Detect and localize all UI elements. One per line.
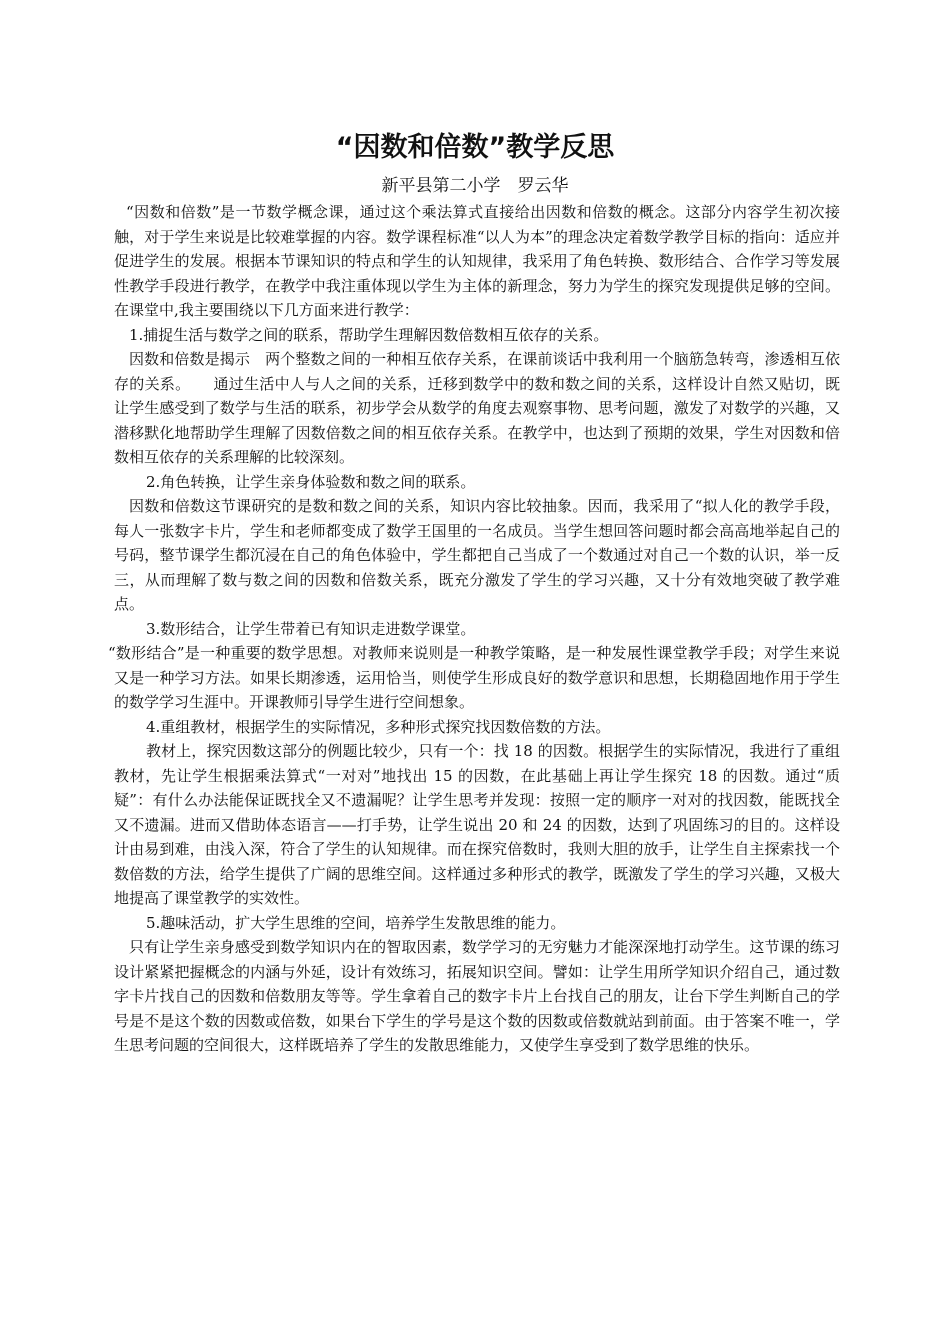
section-4-body: 教材上，探究因数这部分的例题比较少，只有一个：找 18 的因数。根据学生的实际情况，我进行了重组教材，先让学生根据乘法算式“一对对”地找出 15 的因数，在此基础上再让学生探究 18 的因数。通过“质疑”：有什么办法能保证既找全又不遗漏呢？让学生思考并发现：按照一定的顺序一对对的找因数，能既找全又不遗漏。进而又借助体态语言——打手势，让学生说出 20 和 24 的因数，达到了巩固练习的目的。这样设计由易到难，由浅入深，符合了学生的认知规律。而在探究倍数时，我则大胆的放手，让学生自主探索找一个数倍数的方法，给学生提供了广阔的思维空间。这样通过多种形式的教学，既激发了学生的学习兴趣，又极大地提高了课堂教学的实效性。 xyxy=(114,742,840,907)
document-body xyxy=(108,200,840,1058)
document-title: “因数和倍数”教学反思 xyxy=(335,132,615,163)
section-1-heading: 1.捕捉生活与数学之间的联系，帮助学生理解因数倍数相互依存的关系。 xyxy=(129,325,609,344)
intro-paragraph: “因数和倍数”是一节数学概念课，通过这个乘法算式直接给出因数和倍数的概念。这部分内容学生初次接触，对于学生来说是比较难掌握的内容。数学课程标准“以人为本”的理念决定着数学教学目标的指向：适应并促进学生的发展。根据本节课知识的特点和学生的认知规律，我采用了角色转换、数形结合、合作学习等发展性教学手段进行教学，在教学中我注重体现以学生为主体的新理念，努力为学生的探究发现提供足够的空间。在课堂中,我主要围绕以下几方面来进行教学： xyxy=(114,203,840,319)
section-1-body: 因数和倍数是揭示 两个整数之间的一种相互依存关系，在课前谈话中我利用一个脑筋急转弯，渗透相互依存的关系。 通过生活中人与人之间的关系，迁移到数学中的数和数之间的关系，这样设计自然又贴切，既让学生感受到了数学与生活的联系，初步学会从数学的角度去观察事物、思考问题，激发了对数学的兴趣，又潜移默化地帮助学生理解了因数倍数之间的相互依存关系。在教学中，也达到了预期的效果，学生对因数和倍数相互依存的关系理解的比较深刻。 xyxy=(114,350,840,466)
section-5-body: 只有让学生亲身感受到数学知识内在的智取因素，数学学习的无穷魅力才能深深地打动学生。这节课的练习设计紧紧把握概念的内涵与外延，设计有效练习，拓展知识空间。譬如：让学生用所学知识介绍自己，通过数字卡片找自己的因数和倍数朋友等等。学生拿着自己的数字卡片上台找自己的朋友，让台下学生判断自己的学号是不是这个数的因数或倍数，如果台下学生的学号是这个数的因数或倍数就站到前面。由于答案不唯一，学生思考问题的空间很大，这样既培养了学生的发散思维能力，又使学生享受到了数学思维的快乐。 xyxy=(114,938,840,1054)
section-3-heading: 3.数形结合，让学生带着已有知识走进数学课堂。 xyxy=(146,619,476,638)
section-5-heading: 5.趣味活动，扩大学生思维的空间，培养学生发散思维的能力。 xyxy=(146,913,566,932)
document-author: 新平县第二小学 罗云华 xyxy=(381,176,569,196)
section-3-body: “数形结合”是一种重要的数学思想。对教师来说则是一种教学策略，是一种发展性课堂教学手段；对学生来说又是一种学习方法。如果长期渗透，运用恰当，则使学生形成良好的数学意识和思想，长期稳固地作用于学生的数学学习生涯中。开课教师引导学生进行空间想象。 xyxy=(108,644,840,711)
section-4-heading: 4.重组教材，根据学生的实际情况，多种形式探究找因数倍数的方法。 xyxy=(146,717,611,736)
section-2-heading: 2.角色转换，让学生亲身体验数和数之间的联系。 xyxy=(146,472,476,491)
section-2-body: 因数和倍数这节课研究的是数和数之间的关系，知识内容比较抽象。因而，我采用了“拟人化的教学手段，每人一张数字卡片，学生和老师都变成了数学王国里的一名成员。当学生想回答问题时都会高高地举起自己的号码，整节课学生都沉浸在自己的角色体验中，学生都把自己当成了一个数通过对自己一个数的认识，举一反三，从而理解了数与数之间的因数和倍数关系，既充分激发了学生的学习兴趣，又十分有效地突破了教学难点。 xyxy=(114,497,840,613)
